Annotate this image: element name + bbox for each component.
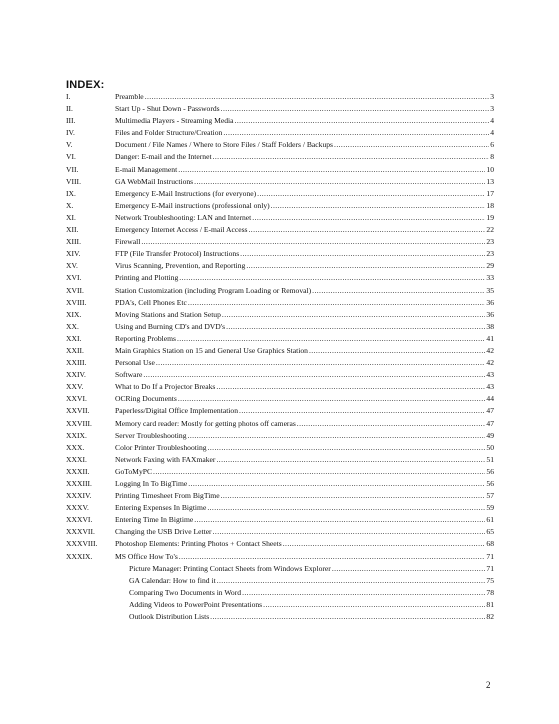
toc-entry	[66, 127, 494, 139]
toc-entry-page: 3	[490, 92, 494, 101]
toc-entry-page: 81	[486, 599, 494, 609]
toc-entry-number: XXXI.	[66, 454, 87, 464]
toc-entry-title: Preamble	[115, 92, 144, 101]
dot-leader	[156, 357, 486, 369]
dot-leader	[222, 309, 486, 321]
toc-entry-title: Station Customization (including Program Loading or Removal)	[115, 285, 312, 295]
toc-entry-title: MS Office How To's	[115, 551, 178, 561]
toc-sub-entry	[66, 563, 494, 575]
dot-leader	[188, 478, 485, 490]
toc-entry-page: 61	[486, 515, 494, 525]
toc-entry	[66, 466, 494, 478]
toc-entry-title: Document / File Names / Where to Store Files / Staff Folders / Backups	[115, 140, 334, 150]
dot-leader	[217, 575, 486, 587]
toc-entry-title: Emergency E-Mail instructions (professional only)	[115, 200, 270, 210]
toc-entry-page: 33	[486, 273, 494, 283]
dot-leader	[246, 260, 485, 272]
toc-sub-entry	[66, 575, 494, 587]
toc-entry-page: 49	[486, 430, 494, 440]
toc-entry	[66, 478, 494, 490]
toc-sub-entry	[66, 599, 494, 611]
toc-entry-number: XXII.	[66, 345, 84, 355]
toc-entry-page: 35	[486, 285, 494, 295]
toc-entry-number: X.	[66, 200, 74, 210]
toc-entry-number: XXXIII.	[66, 479, 92, 488]
toc-entry-page: 82	[486, 612, 494, 622]
toc-entry-page: 71	[486, 551, 494, 561]
toc-entry-number: XXIX.	[66, 430, 87, 440]
toc-entry-number: XXXII.	[66, 466, 90, 476]
toc-entry-number: XXIV.	[66, 370, 86, 380]
toc-entry-number: XIV.	[66, 249, 81, 259]
toc-entry-page: 42	[486, 358, 494, 368]
toc-entry-number: XVII.	[66, 285, 84, 295]
dot-leader	[188, 297, 486, 309]
toc-entry-page: 47	[486, 418, 494, 428]
toc-entry-page: 19	[486, 212, 494, 222]
toc-entry-number: XXI.	[66, 333, 82, 343]
dot-leader	[141, 236, 485, 248]
toc-entry-number: XXVI.	[66, 394, 87, 404]
toc-entry-number: XXXVII.	[66, 527, 95, 537]
toc-entry-title: Files and Folder Structure/Creation	[115, 128, 223, 138]
index-heading: INDEX:	[66, 79, 105, 91]
toc-entry-title: Color Printer Troubleshooting	[115, 442, 207, 452]
dot-leader	[334, 139, 489, 151]
toc-entry	[66, 405, 494, 417]
toc-entry	[66, 490, 494, 502]
toc-entry-page: 71	[486, 563, 494, 573]
toc-entry-page: 38	[486, 321, 494, 331]
toc-entry-page: 59	[486, 503, 494, 513]
toc-entry-number: XX.	[66, 321, 79, 331]
toc-entry-title: Network Faxing with FAXmaker	[115, 454, 216, 464]
toc-entry-number: XV.	[66, 261, 78, 271]
toc-entry-title: Outlook Distribution Lists	[129, 612, 210, 622]
dot-leader	[178, 164, 485, 176]
toc-entry	[66, 188, 494, 200]
dot-leader	[242, 587, 485, 599]
toc-entry	[66, 91, 494, 103]
toc-entry	[66, 224, 494, 236]
toc-entry-page: 6	[490, 140, 494, 150]
toc-entry	[66, 514, 494, 526]
toc-entry-title: GA Calendar: How to find it	[129, 575, 216, 585]
toc-entry-number: IX.	[66, 188, 76, 198]
dot-leader	[223, 127, 489, 139]
toc-entry	[66, 345, 494, 357]
dot-leader	[210, 611, 485, 623]
toc-entry-title: OCRing Documents	[115, 394, 177, 404]
dot-leader	[213, 526, 486, 538]
toc-entry-page: 75	[486, 575, 494, 585]
toc-entry	[66, 103, 494, 115]
toc-entry-number: XII.	[66, 225, 79, 235]
dot-leader	[239, 405, 485, 417]
toc-entry-title: Firewall	[115, 237, 141, 247]
toc-entry	[66, 538, 494, 550]
dot-leader	[188, 430, 486, 442]
toc-entry-title: Changing the USB Drive Letter	[115, 527, 212, 537]
dot-leader	[179, 551, 486, 563]
toc-entry-number: VI.	[66, 152, 76, 162]
toc-entry	[66, 333, 494, 345]
toc-entry-title: Paperless/Digital Office Implementation	[115, 406, 239, 416]
toc-entry-page: 36	[486, 309, 494, 319]
toc-entry-page: 23	[486, 249, 494, 259]
toc-entry-page: 29	[486, 261, 494, 271]
toc-entry-page: 36	[486, 297, 494, 307]
toc-entry-page: 44	[486, 394, 494, 404]
dot-leader	[240, 248, 485, 260]
toc-entry	[66, 381, 494, 393]
toc-entry-number: XXX.	[66, 442, 85, 452]
dot-leader	[257, 188, 485, 200]
toc-entry-page: 17	[486, 188, 494, 198]
toc-entry-title: Printing Timesheet From BigTime	[115, 491, 220, 501]
toc-entry-page: 43	[486, 382, 494, 392]
toc-entry-number: XXIII.	[66, 358, 87, 368]
dot-leader	[221, 490, 486, 502]
toc-entry-number: VII.	[66, 164, 79, 174]
toc-entry-page: 8	[490, 152, 494, 162]
dot-leader	[271, 200, 486, 212]
dot-leader	[143, 369, 485, 381]
toc-entry-title: Virus Scanning, Prevention, and Reporting	[115, 261, 246, 271]
toc-entry	[66, 248, 494, 260]
dot-leader	[332, 563, 486, 575]
dot-leader	[252, 212, 485, 224]
toc-entry-title: What to Do If a Projector Breaks	[115, 382, 216, 392]
toc-entry-number: XXXV.	[66, 503, 89, 513]
toc-entry-number: XXVIII.	[66, 418, 92, 428]
toc-entry-title: Entering Time In Bigtime	[115, 515, 194, 525]
toc-entry-page: 47	[486, 406, 494, 416]
toc-entry	[66, 442, 494, 454]
toc-entry-title: Adding Videos to PowerPoint Presentations	[129, 599, 263, 609]
toc-sub-entry	[66, 587, 494, 599]
toc-entry	[66, 321, 494, 333]
toc-entry-number: XXXVIII.	[66, 539, 98, 549]
toc-entry	[66, 502, 494, 514]
toc-entry	[66, 418, 494, 430]
toc-entry-page: 3	[490, 104, 494, 114]
toc-entry-number: IV.	[66, 128, 75, 138]
toc-entry-page: 57	[486, 491, 494, 501]
dot-leader	[207, 502, 485, 514]
toc-entry-number: XIII.	[66, 237, 81, 247]
toc-entry-page: 18	[486, 200, 494, 210]
dot-leader	[216, 454, 485, 466]
toc-entry-page: 10	[486, 164, 494, 174]
toc-entry-title: GA WebMail Instructions	[115, 176, 194, 186]
toc-entry	[66, 454, 494, 466]
dot-leader	[297, 418, 486, 430]
dot-leader	[213, 151, 490, 163]
dot-leader	[263, 599, 485, 611]
toc-entry-title: Emergency E-Mail Instructions (for everyone)	[115, 188, 257, 198]
toc-entry	[66, 297, 494, 309]
toc-entry	[66, 551, 494, 563]
toc-entry-page: 50	[486, 442, 494, 452]
toc-entry-title: FTP (File Transfer Protocol) Instructions	[115, 249, 240, 259]
toc-entry-number: XVI.	[66, 273, 82, 283]
toc-entry-title: Comparing Two Documents in Word	[129, 587, 242, 597]
dot-leader	[226, 321, 485, 333]
toc-entry	[66, 115, 494, 127]
toc-entry-number: I.	[66, 92, 71, 101]
toc-entry-title: Start Up - Shut Down - Passwords	[115, 104, 220, 114]
toc-entry	[66, 200, 494, 212]
toc-entry-number: XXVII.	[66, 406, 90, 416]
dot-leader	[235, 115, 490, 127]
toc-entry-title: GoToMyPC	[115, 466, 153, 476]
dot-leader	[194, 176, 485, 188]
page-number: 2	[486, 680, 491, 690]
dot-leader	[208, 442, 486, 454]
toc-entry-page: 51	[486, 454, 494, 464]
toc-entry-number: XI.	[66, 212, 76, 222]
toc-entry-title: Danger: E-mail and the Internet	[115, 152, 212, 162]
dot-leader	[216, 381, 485, 393]
toc-entry	[66, 526, 494, 538]
toc-entry-page: 4	[490, 116, 494, 126]
toc-entry-page: 13	[486, 176, 494, 186]
toc-entry	[66, 164, 494, 176]
toc-entry-title: PDA's, Cell Phones Etc	[115, 297, 187, 307]
toc-entry	[66, 176, 494, 188]
toc-entry-number: V.	[66, 140, 73, 150]
toc-entry	[66, 272, 494, 284]
dot-leader	[178, 393, 486, 405]
toc-entry-title: Picture Manager: Printing Contact Sheets from Windows Explorer	[129, 563, 331, 573]
toc-entry-page: 23	[486, 237, 494, 247]
toc-entry-number: III.	[66, 116, 76, 126]
toc-entry-page: 65	[486, 527, 494, 537]
toc-entry-title: Reporting Problems	[115, 333, 176, 343]
toc-entry-page: 56	[486, 466, 494, 476]
toc-entry-number: XIX.	[66, 309, 82, 319]
toc-entry-title: Network Troubleshooting: LAN and Internet	[115, 212, 252, 222]
toc-entry-page: 78	[486, 587, 494, 597]
dot-leader	[179, 272, 485, 284]
toc-entry-title: Multimedia Players - Streaming Media	[115, 116, 234, 126]
dot-leader	[221, 103, 490, 115]
table-of-contents	[66, 91, 494, 623]
toc-entry-page: 22	[486, 225, 494, 235]
toc-entry-title: Using and Burning CD's and DVD's	[115, 321, 226, 331]
toc-entry-title: Emergency Internet Access / E-mail Access	[115, 225, 248, 235]
toc-entry	[66, 285, 494, 297]
toc-entry-title: Server Troubleshooting	[115, 430, 187, 440]
toc-entry-number: VIII.	[66, 176, 81, 186]
toc-sub-entry	[66, 611, 494, 623]
toc-entry	[66, 430, 494, 442]
dot-leader	[145, 91, 490, 103]
toc-entry-title: E-mail Management	[115, 164, 178, 174]
dot-leader	[312, 285, 485, 297]
toc-entry-page: 56	[486, 479, 494, 488]
toc-entry-title: Logging In To BigTime	[115, 479, 188, 488]
dot-leader	[283, 538, 486, 550]
toc-entry-page: 68	[486, 539, 494, 549]
toc-entry	[66, 357, 494, 369]
toc-entry	[66, 236, 494, 248]
toc-entry	[66, 139, 494, 151]
dot-leader	[177, 333, 485, 345]
toc-entry-title: Entering Expenses In Bigtime	[115, 503, 207, 513]
toc-entry	[66, 393, 494, 405]
dot-leader	[194, 514, 485, 526]
toc-entry-page: 42	[486, 345, 494, 355]
toc-entry-title: Moving Stations and Station Setup	[115, 309, 221, 319]
toc-entry-title: Memory card reader: Mostly for getting photos off cameras	[115, 418, 296, 428]
toc-entry-title: Main Graphics Station on 15 and General Use Graphics Station	[115, 345, 308, 355]
toc-entry	[66, 309, 494, 321]
toc-entry-title: Printing and Plotting	[115, 273, 179, 283]
toc-entry-title: Personal Use	[115, 358, 155, 368]
toc-entry-number: XXXIX.	[66, 551, 93, 561]
dot-leader	[249, 224, 486, 236]
toc-entry-number: II.	[66, 104, 73, 114]
toc-entry	[66, 369, 494, 381]
toc-entry	[66, 260, 494, 272]
toc-entry-title: Photoshop Elements: Printing Photos + Contact Sheets	[115, 539, 282, 549]
toc-entry	[66, 212, 494, 224]
toc-entry-number: XXV.	[66, 382, 84, 392]
toc-entry-number: XXXVI.	[66, 515, 93, 525]
toc-entry	[66, 151, 494, 163]
dot-leader	[153, 466, 485, 478]
toc-entry-page: 43	[486, 370, 494, 380]
dot-leader	[309, 345, 485, 357]
toc-entry-number: XXXIV.	[66, 491, 92, 501]
toc-entry-page: 41	[486, 333, 494, 343]
toc-entry-page: 4	[490, 128, 494, 138]
toc-entry-number: XVIII.	[66, 297, 87, 307]
toc-entry-title: Software	[115, 370, 143, 380]
